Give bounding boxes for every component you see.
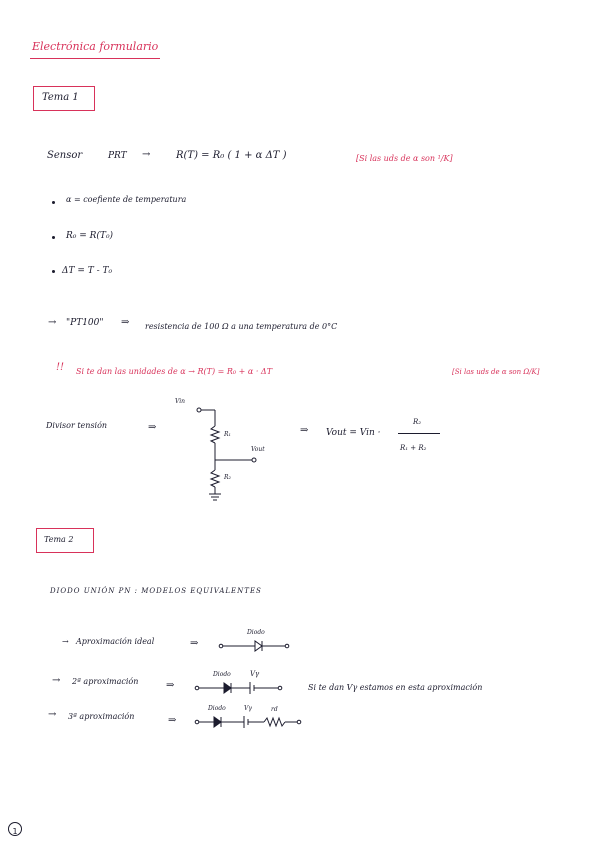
ideal-diode-icon [219,641,289,651]
r2-label: R₂ [224,474,231,481]
prt-formula: R(T) = R₀ ( 1 + α ΔT ) [176,150,287,161]
item-prefix: → [48,709,57,720]
third-rd-label: rd [271,706,278,713]
divisor-numerator: R₂ [413,418,422,426]
tema2-heading: DIODO UNIÓN PN : MODELOS EQUIVALENTES [50,587,262,595]
page-number: 1 [12,827,18,836]
ideal-diode-label: Diodo [247,629,265,636]
vin-node-label: Vin [175,398,186,405]
bullet-delta-t: ΔT = T - T₀ [62,266,113,276]
divisor-denominator: R₁ + R₂ [400,444,427,452]
third-approx-circuit-icon [195,716,301,728]
second-approx-note: Si te dan Vγ estamos en esta aproximación [308,683,483,692]
vout-node-label: Vout [251,446,265,453]
second-implies: ⇒ [166,680,175,691]
third-approx-label: 3ª aproximación [68,712,135,721]
item-prefix: → [62,637,69,646]
third-vgamma-label: Vγ [244,705,252,712]
warning-text: Si te dan las unidades de α → R(T) = R₀ + α · ΔT [76,367,273,376]
sensor-label: Sensor [47,150,83,161]
page-title: Electrónica formulario [32,40,159,53]
pt100-label: "PT100" [66,318,104,328]
ideal-approx-label: Aproximación ideal [76,637,155,646]
divisor-arrow: ⇒ [148,422,157,433]
r1-label: R₁ [224,431,231,438]
warning-marks: !! [56,362,65,373]
tema1-title: Tema 1 [42,92,79,103]
prt-label: PRT [108,151,127,161]
second-diode-label: Diodo [213,671,231,678]
bullet-r0: R₀ = R(T₀) [66,231,114,241]
second-approx-circuit-icon [195,682,282,694]
bullet-alpha: α = coefiente de temperatura [66,195,187,204]
prt-units-note: [Si las uds de α son ¹/K] [356,154,453,163]
pt100-description: resistencia de 100 Ω a una temperatura de 0°C [145,322,338,331]
tema2-title: Tema 2 [44,535,74,544]
divisor-label: Divisor tensión [46,421,108,430]
divisor-implies: ⇒ [300,425,309,436]
ideal-implies: ⇒ [190,638,199,649]
third-diode-label: Diodo [208,705,226,712]
third-implies: ⇒ [168,715,177,726]
pt100-implies: ⇒ [121,317,130,328]
page-number-badge [8,822,22,836]
pt100-arrow: → [48,317,57,328]
second-approx-label: 2ª aproximación [72,677,139,686]
item-prefix: → [52,675,61,686]
prt-arrow: → [142,149,151,160]
second-vgamma-label: Vγ [250,670,260,678]
warning-units-note: [Si las uds de α son Ω/K] [452,368,540,376]
divisor-formula: Vout = Vin · [326,428,381,438]
